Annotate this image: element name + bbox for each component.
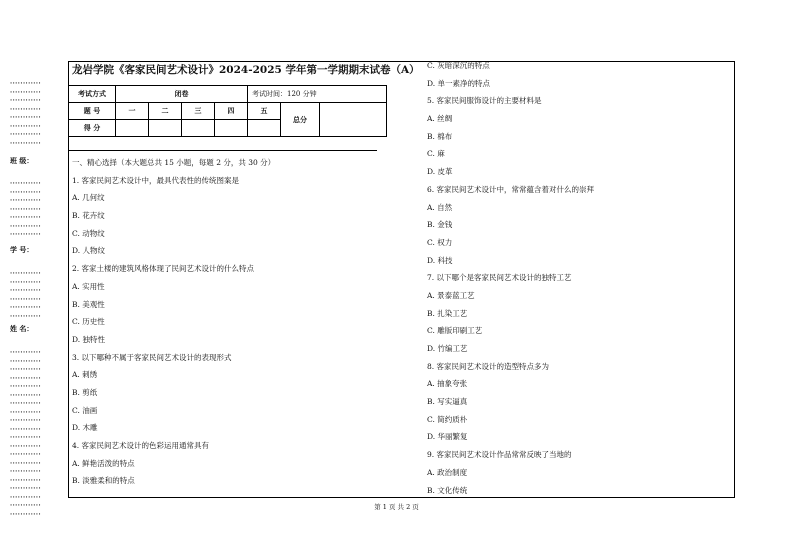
- binding-dots: ············: [10, 459, 42, 467]
- exam-mode-label: 考试方式: [69, 86, 116, 103]
- class-label: 班 级：: [10, 156, 34, 165]
- answer-option: D. 人物纹: [72, 246, 106, 256]
- answer-option: B. 淡雅柔和的特点: [72, 476, 135, 486]
- score-cell[interactable]: [248, 120, 281, 137]
- right-column: [427, 57, 594, 499]
- binding-dots: ············: [10, 304, 42, 311]
- binding-dots: ············: [10, 97, 42, 104]
- question-no-label: 题 号: [69, 103, 116, 120]
- binding-dots: ············: [10, 88, 42, 96]
- question-text: 3. 以下哪种不属于客家民间艺术设计的表现形式: [72, 352, 232, 362]
- answer-option: A. 政治制度: [427, 467, 468, 477]
- answer-option: C. 历史性: [72, 317, 105, 327]
- exam-title: 龙岩学院《客家民间艺术设计》2024-2025 学年第一学期期末试卷（A）: [72, 64, 420, 76]
- binding-dots: ············: [10, 366, 42, 373]
- total-score[interactable]: [320, 103, 387, 137]
- question-text: 一、精心选择（本大题总共 15 小题，每题 2 分，共 30 分）: [72, 158, 276, 167]
- student-id-label: 学 号：: [10, 245, 34, 254]
- binding-dots: ············: [10, 374, 42, 382]
- answer-option: C. 动物纹: [72, 228, 105, 238]
- binding-dots: ············: [10, 391, 42, 399]
- section-1: 一: [116, 103, 149, 120]
- answer-option: B. 扎染工艺: [427, 308, 468, 318]
- binding-dots: ············: [10, 476, 42, 484]
- answer-option: D. 木雕: [72, 423, 98, 433]
- answer-option: A. 鲜艳活泼的特点: [72, 458, 135, 468]
- binding-dots: ············: [10, 417, 42, 424]
- question-text: 7. 以下哪个是客家民间艺术设计的独特工艺: [427, 273, 572, 283]
- section-2: 二: [149, 103, 182, 120]
- question-text: 5. 客家民间服饰设计的主要材料是: [427, 96, 542, 106]
- binding-dots: ············: [10, 188, 42, 196]
- binding-dots: ············: [10, 287, 42, 294]
- score-label: 得 分: [69, 120, 116, 137]
- exam-mode: 闭卷: [116, 86, 248, 103]
- exam-time: 考试时间：120 分钟: [248, 86, 387, 103]
- divider: [68, 150, 377, 151]
- answer-option: B. 文化传统: [427, 485, 468, 495]
- answer-option: D. 华丽繁复: [427, 432, 468, 442]
- score-cell[interactable]: [182, 120, 215, 137]
- answer-option: B. 金钱: [427, 220, 453, 230]
- answer-option: B. 写实逼真: [427, 397, 468, 407]
- question-text: 2. 客家土楼的建筑风格体现了民间艺术设计的什么特点: [72, 264, 255, 274]
- binding-dots: ············: [10, 312, 42, 320]
- binding-dots: ············: [10, 231, 42, 238]
- page-footer: 第 1 页 共 2 页: [374, 503, 419, 511]
- question-text: 1. 客家民间艺术设计中，最具代表性的传统图案是: [72, 175, 240, 185]
- question-text: 8. 客家民间艺术设计的造型特点多为: [427, 361, 550, 371]
- score-cell[interactable]: [149, 120, 182, 137]
- binding-dots: ············: [10, 425, 42, 433]
- binding-dots: ············: [10, 434, 42, 441]
- answer-option: C. 雕版印刷工艺: [427, 326, 483, 336]
- answer-option: D. 竹编工艺: [427, 344, 468, 353]
- binding-dots: ············: [10, 131, 42, 138]
- answer-option: B. 花卉纹: [72, 211, 105, 221]
- binding-dots: ············: [10, 114, 42, 121]
- binding-dots: ············: [10, 270, 42, 277]
- answer-option: C. 权力: [427, 237, 453, 247]
- answer-option: A. 丝绸: [427, 114, 453, 124]
- binding-dots: ············: [10, 485, 42, 492]
- answer-option: C. 麻: [427, 149, 445, 159]
- answer-option: D. 单一素净的特点: [427, 78, 491, 88]
- total-label: 总分: [281, 103, 320, 137]
- binding-dots: ············: [10, 197, 42, 204]
- binding-dots: ············: [10, 295, 42, 303]
- binding-dots: ············: [10, 222, 42, 230]
- binding-dots: ············: [10, 80, 42, 87]
- binding-dots: ············: [10, 383, 42, 390]
- answer-option: D. 科技: [427, 255, 453, 265]
- binding-dots: ············: [10, 122, 42, 130]
- question-text: 6. 客家民间艺术设计中，常常蕴含着对什么的崇拜: [427, 184, 595, 194]
- answer-option: B. 剪纸: [72, 387, 98, 397]
- score-cell[interactable]: [116, 120, 149, 137]
- score-cell[interactable]: [215, 120, 248, 137]
- binding-dots: ············: [10, 510, 42, 518]
- binding-dots: ············: [10, 468, 42, 475]
- answer-option: C. 简约质朴: [427, 414, 468, 424]
- answer-option: A. 刺绣: [72, 370, 98, 380]
- binding-dots: ············: [10, 139, 42, 147]
- answer-option: A. 景泰蓝工艺: [427, 290, 475, 300]
- answer-option: A. 实用性: [72, 281, 105, 291]
- binding-dots: ············: [10, 205, 42, 213]
- binding-dots: ············: [10, 105, 42, 113]
- answer-option: B. 棉布: [427, 131, 453, 141]
- question-text: 9. 客家民间艺术设计作品常常反映了当地的: [427, 450, 572, 460]
- answer-option: A. 抽象夸张: [427, 379, 468, 389]
- binding-dots: ············: [10, 180, 42, 187]
- answer-option: D. 独特性: [72, 334, 106, 344]
- left-column: [72, 154, 275, 490]
- answer-option: B. 美观性: [72, 299, 105, 309]
- section-4: 四: [215, 103, 248, 120]
- binding-dots: ············: [10, 357, 42, 365]
- binding-dots: ············: [10, 502, 42, 509]
- binding-dots: ············: [10, 408, 42, 416]
- answer-option: C. 油画: [72, 405, 98, 415]
- answer-option: A. 几何纹: [72, 193, 105, 203]
- score-table: [68, 85, 387, 137]
- binding-dots: ············: [10, 214, 42, 221]
- section-5: 五: [248, 103, 281, 120]
- binding-dots: ············: [10, 451, 42, 458]
- binding-dots: ············: [10, 442, 42, 450]
- binding-dots: ············: [10, 493, 42, 501]
- binding-dots: ············: [10, 349, 42, 356]
- name-label: 姓 名：: [10, 324, 34, 333]
- answer-option: D. 皮革: [427, 167, 453, 177]
- section-3: 三: [182, 103, 215, 120]
- answer-option: C. 灰暗深沉的特点: [427, 61, 490, 70]
- binding-dots: ············: [10, 278, 42, 286]
- answer-option: A. 自然: [427, 202, 453, 212]
- question-text: 4. 客家民间艺术设计的色彩运用通常具有: [72, 441, 210, 450]
- binding-dots: ············: [10, 400, 42, 407]
